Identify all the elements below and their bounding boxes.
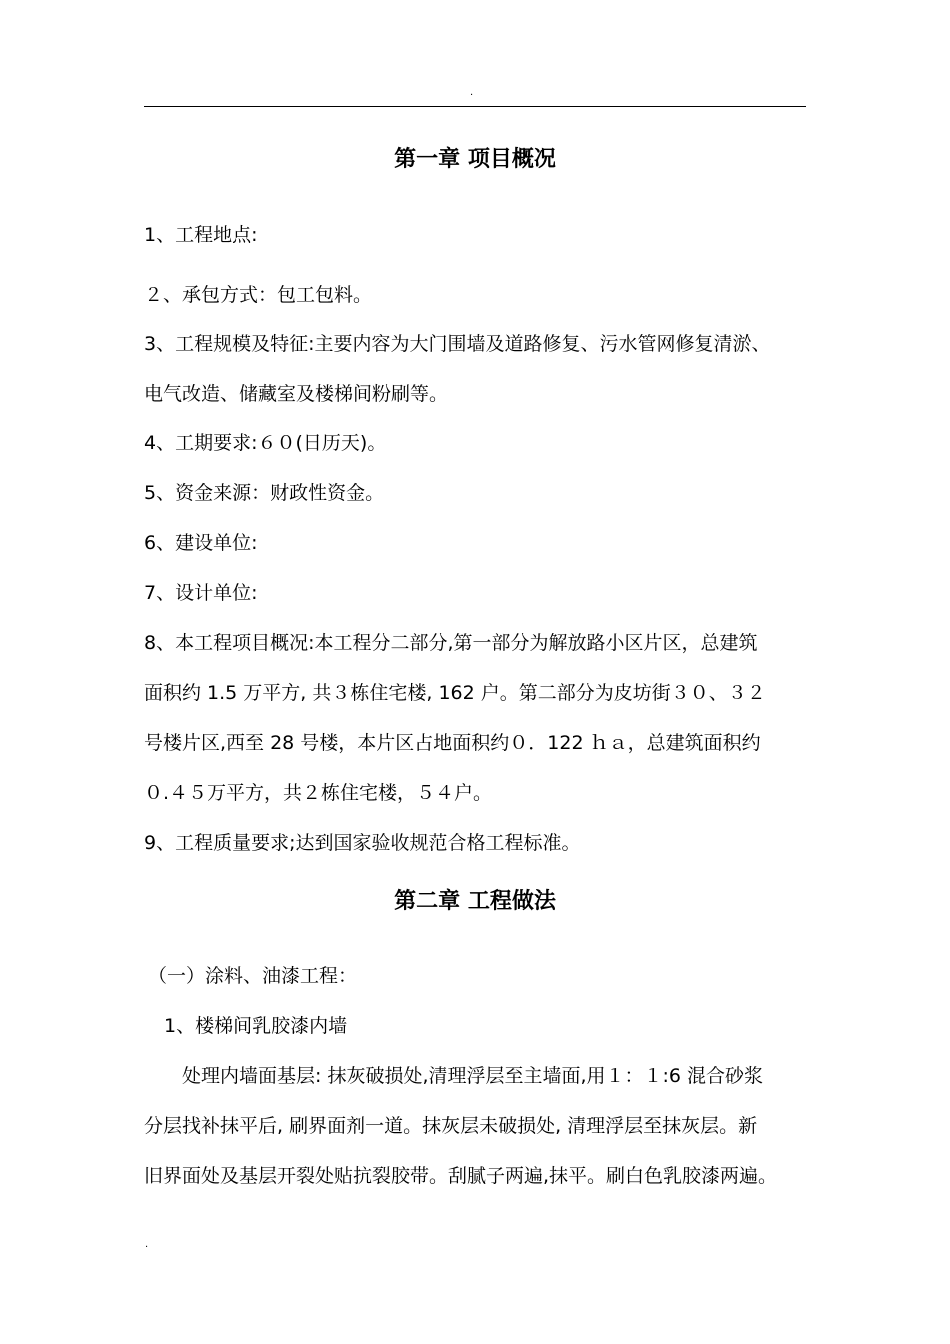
item-9: 9、工程质量要求;达到国家验收规范合格工程标准。 bbox=[144, 832, 581, 854]
item-3: 3、工程规模及特征:主要内容为大门围墙及道路修复、污水管网修复清淤、 bbox=[144, 333, 771, 355]
header-dot: . bbox=[470, 87, 474, 98]
header-rule bbox=[144, 106, 806, 107]
item-6: 6、建设单位: bbox=[144, 532, 258, 554]
section-1-item-1: 1、楼梯间乳胶漆内墙 bbox=[164, 1015, 348, 1037]
section-1-heading: （一）涂料、油漆工程： bbox=[148, 965, 358, 987]
item-8-cont-3: ０.４５万平方，共２栋住宅楼，５４户。 bbox=[144, 782, 493, 804]
item-2: ２、承包方式：包工包料。 bbox=[144, 284, 373, 306]
item-3-cont: 电气改造、储藏室及楼梯间粉刷等。 bbox=[144, 383, 449, 405]
chapter-1-title: 第一章 项目概况 bbox=[394, 147, 556, 172]
body-paragraph-line-3: 旧界面处及基层开裂处贴抗裂胶带。刮腻子两遍,抹平。刷白色乳胶漆两遍。 bbox=[144, 1165, 778, 1187]
body-paragraph-line-1: 处理内墙面基层: 抹灰破损处,清理浮层至主墙面,用１：１:6 混合砂浆 bbox=[182, 1065, 764, 1087]
body-paragraph-line-2: 分层找补抹平后, 刷界面剂一道。抹灰层未破损处, 清理浮层至抹灰层。新 bbox=[144, 1115, 758, 1137]
chapter-2-title: 第二章 工程做法 bbox=[394, 889, 556, 914]
footer-dot: . bbox=[145, 1239, 149, 1250]
item-8: 8、本工程项目概况:本工程分二部分,第一部分为解放路小区片区，总建筑 bbox=[144, 632, 758, 654]
item-8-cont-1: 面积约 1.5 万平方, 共３栋住宅楼, 162 户。第二部分为皮坊街３０、３２ bbox=[144, 682, 766, 704]
item-5: 5、资金来源：财政性资金。 bbox=[144, 482, 385, 504]
item-7: 7、设计单位: bbox=[144, 582, 258, 604]
item-8-cont-2: 号楼片区,西至 28 号楼，本片区占地面积约０．122 ｈａ，总建筑面积约 bbox=[144, 732, 761, 754]
item-1: 1、工程地点: bbox=[144, 224, 258, 246]
item-4: 4、工期要求:６０(日历天)。 bbox=[144, 432, 387, 454]
